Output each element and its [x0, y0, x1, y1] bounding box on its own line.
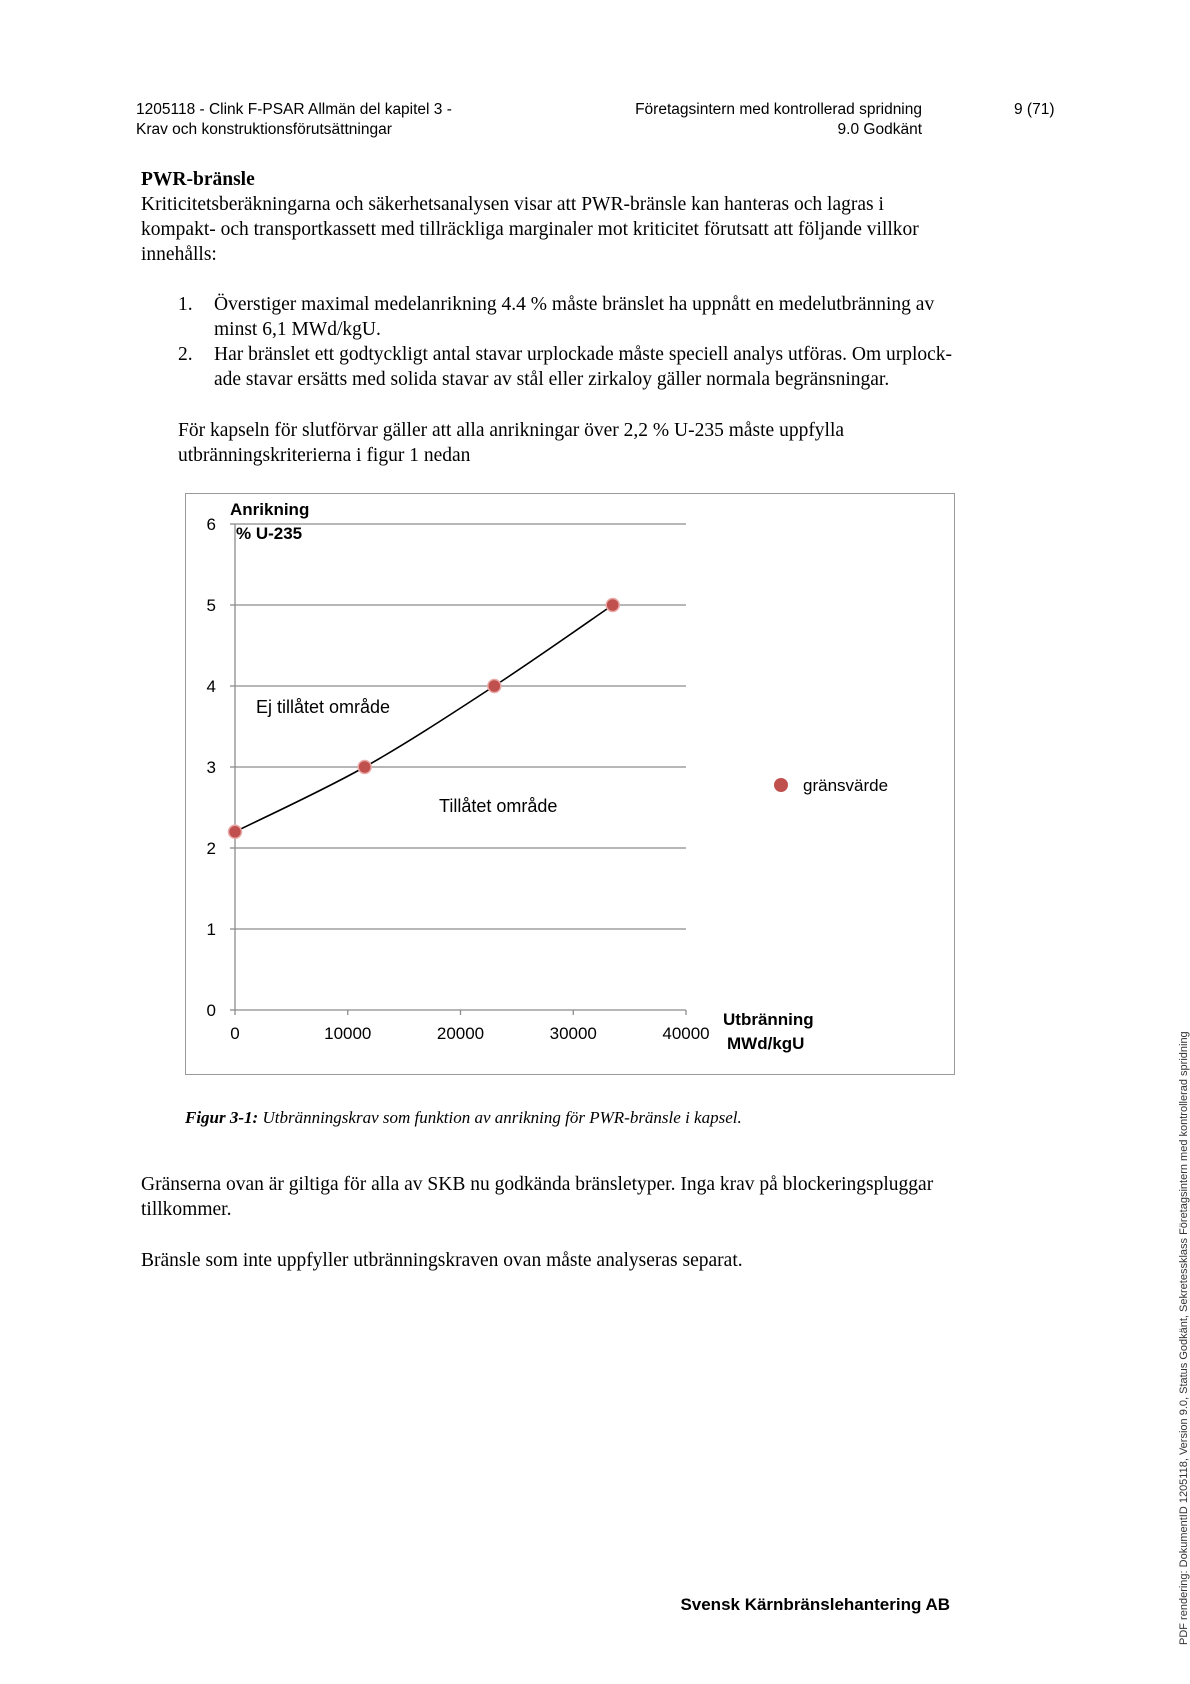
page-number: 9 (71) [1014, 101, 1055, 118]
condition-1-line-1: Överstiger maximal medelanrikning 4.4 % måste bränslet ha uppnått en medelutbränning av [214, 294, 935, 315]
condition-number: 1. [178, 294, 193, 315]
annotation-allowed: Tillåtet område [439, 796, 558, 816]
condition-2-line-2: ade stavar ersätts med solida stavar av stål eller zirkaloy gäller normala begränsningar. [214, 369, 890, 390]
condition-number: 2. [178, 344, 193, 365]
data-point [229, 825, 242, 838]
final-paragraph: Bränsle som inte uppfyller utbränningskraven ovan måste analyseras separat. [141, 1250, 743, 1271]
annotation-not-allowed: Ej tillåtet område [256, 697, 391, 717]
y-axis-label-line-2: % U-235 [236, 524, 303, 543]
x-tick-label: 10000 [324, 1024, 372, 1043]
pdf-rendering-note: PDF rendering: DokumentID 1205118, Version 9.0, Status Godkänt, Sekretessklass Företagsintern med kontrollerad spridning [1178, 1031, 1190, 1645]
capsule-paragraph [178, 418, 1078, 468]
x-tick-label: 20000 [436, 1024, 485, 1043]
condition-2-line-1: Har bränslet ett godtyckligt antal stavar urplockade måste speciell analys utföras. Om urplock- [214, 344, 953, 365]
y-tick-label: 1 [206, 920, 216, 939]
figure-caption-text: Utbränningskrav som funktion av anrikning för PWR-bränsle i kapsel. [258, 1108, 742, 1127]
data-point [606, 599, 619, 612]
x-axis-label-line-1: Utbränning [723, 1010, 814, 1029]
closing-line-1: Gränserna ovan är giltiga för alla av SKB nu godkända bränsletyper. Inga krav på blockeringspluggar [141, 1174, 934, 1195]
data-point [358, 761, 371, 774]
header-class-line-1: Företagsintern med kontrollerad spridning [635, 101, 922, 118]
footer-company: Svensk Kärnbränslehantering AB [680, 1595, 950, 1614]
intro-line-3: innehålls: [141, 244, 217, 265]
figure-caption [185, 1108, 742, 1128]
conditions-list [178, 292, 1058, 392]
condition-1-line-2: minst 6,1 MWd/kgU. [214, 319, 381, 340]
header-doc-line-1: 1205118 - Clink F-PSAR Allmän del kapitel 3 - [136, 101, 452, 118]
figure-caption-label: Figur 3-1: [185, 1108, 259, 1127]
chart-points [229, 599, 620, 839]
y-tick-label: 6 [206, 515, 216, 534]
legend-marker [774, 778, 788, 792]
closing-line-2: tillkommer. [141, 1199, 232, 1220]
header-class-line-2: 9.0 Godkänt [837, 121, 922, 138]
burnup-chart [186, 494, 956, 1076]
closing-paragraph [141, 1172, 1081, 1222]
x-axis-label-line-2: MWd/kgU [727, 1034, 805, 1053]
intro-line-1: Kriticitetsberäkningarna och säkerhetsanalysen visar att PWR-bränsle kan hanteras och lagras i [141, 194, 884, 215]
y-tick-label: 0 [206, 1001, 216, 1020]
condition-item-2 [178, 342, 1058, 392]
intro-paragraph [141, 192, 1081, 267]
y-axis-label-line-1: Anrikning [230, 500, 310, 519]
capsule-line-2: utbränningskriterierna i figur 1 nedan [178, 445, 471, 466]
x-tick-label: 40000 [662, 1024, 710, 1043]
y-tick-label: 4 [206, 677, 216, 696]
legend-label: gränsvärde [803, 776, 889, 795]
data-point [488, 680, 501, 693]
chart-grid [235, 524, 686, 929]
header-doc-line-2: Krav och konstruktionsförutsättningar [136, 121, 392, 138]
capsule-line-1: För kapseln för slutförvar gäller att alla anrikningar över 2,2 % U-235 måste uppfylla [178, 420, 845, 441]
chart-frame [185, 493, 955, 1075]
y-tick-label: 5 [206, 596, 216, 615]
y-tick-label: 3 [206, 758, 216, 777]
x-tick-label: 0 [230, 1024, 240, 1043]
x-tick-label: 30000 [549, 1024, 597, 1043]
intro-line-2: kompakt- och transportkassett med tillräckliga marginaler mot kriticitet förutsatt att följande villkor [141, 219, 919, 240]
chart-ticks [207, 515, 710, 1043]
y-tick-label: 2 [206, 839, 216, 858]
condition-item-1 [178, 292, 1058, 342]
section-title: PWR-bränsle [141, 169, 255, 190]
header-doc-id [136, 100, 452, 140]
header-classification [590, 100, 922, 140]
